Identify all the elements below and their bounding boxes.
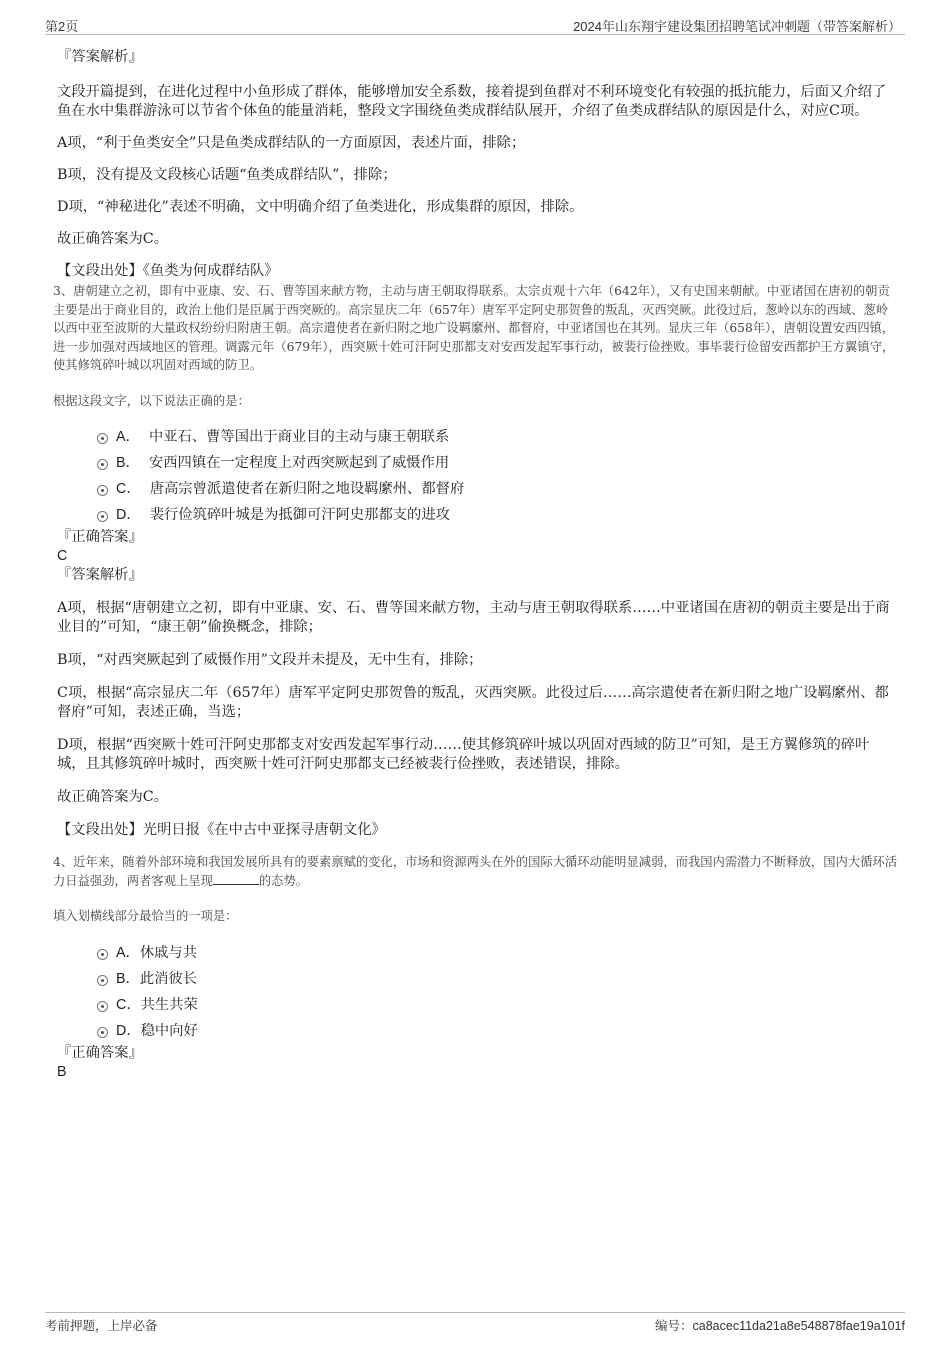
q3-analysis-paragraph: C项，根据“高宗显庆二年（657年）唐军平定阿史那贺鲁的叛乱，灭西突厥。此役过后……高宗遣使者在新归附之地广设羁縻州、都督府”可知，表述正确，当选； [57, 685, 889, 720]
radio-icon[interactable] [97, 511, 108, 522]
q2-analysis-paragraph: D项，“神秘进化”表述不明确，文中明确介绍了鱼类进化，形成集群的原因，排除。 [57, 199, 584, 215]
q4-answer: B [57, 1063, 67, 1080]
q2-analysis-paragraph: 文段开篇提到，在进化过程中小鱼形成了群体，能够增加安全系数，接着提到鱼群对不利环境变化有较强的抵抗能力，后面又介绍了鱼在水中集群游泳可以节省个体鱼的能量消耗，整段文字围绕鱼类成群结队展开，介绍了鱼类成群结队的原因是什么，对应C项。 [57, 84, 887, 119]
q3-analysis-paragraph: A项，根据“唐朝建立之初，即有中亚康、安、石、曹等国来献方物，主动与唐王朝取得联系……中亚诸国在唐初的朝贡主要是出于商业目的”可知，“康王朝”偷换概念，排除； [57, 600, 890, 635]
q3-prompt: 根据这段文字，以下说法正确的是： [53, 393, 250, 408]
q2-analysis-paragraph: A项，“利于鱼类安全”只是鱼类成群结队的一方面原因，表述片面，排除； [57, 135, 526, 151]
radio-icon[interactable] [97, 433, 108, 444]
q3-options [57, 424, 897, 528]
radio-icon[interactable] [97, 1001, 108, 1012]
q4-option-b[interactable]: B．此消彼长 [57, 966, 897, 992]
q4-option-c[interactable]: C．共生共荣 [57, 992, 897, 1018]
fill-blank [213, 874, 259, 885]
radio-icon[interactable] [97, 975, 108, 986]
radio-icon[interactable] [97, 485, 108, 496]
q3-analysis-paragraph: D项，根据“西突厥十姓可汗阿史那都支对安西发起军事行动……使其修筑碎叶城以巩固对西域的防卫”可知，是王方翼修筑的碎叶城，且其修筑碎叶城时，西突厥十姓可汗阿史那都支已经被裴行俭挫败，表述错误，排除。 [57, 737, 870, 772]
radio-icon[interactable] [97, 459, 108, 470]
q4-option-d[interactable]: D．稳中向好 [57, 1018, 897, 1044]
q3-source: 【文段出处】光明日报《在中古中亚探寻唐朝文化》 [57, 822, 386, 838]
q3-conclusion: 故正确答案为C。 [57, 789, 169, 805]
q3-option-a[interactable]: A． 中亚石、曹等国出于商业目的主动与康王朝联系 [57, 424, 897, 450]
q2-conclusion: 故正确答案为C。 [57, 231, 169, 247]
q3-option-b[interactable]: B． 安西四镇在一定程度上对西突厥起到了威慑作用 [57, 450, 897, 476]
q4-answer-label: 『正确答案』 [57, 1044, 143, 1061]
radio-icon[interactable] [97, 1027, 108, 1038]
q3-answer-label: 『正确答案』 [57, 529, 143, 545]
page-content [53, 44, 898, 1082]
q2-analysis-label: 『答案解析』 [57, 49, 143, 65]
q3-option-c[interactable]: C． 唐高宗曾派遣使者在新归附之地设羁縻州、都督府 [57, 476, 897, 502]
q2-source: 【文段出处】《鱼类为何成群结队》 [57, 263, 279, 279]
footer-slogan: 考前押题，上岸必备 [45, 1318, 158, 1333]
page-footer [45, 1312, 905, 1339]
page-number: 第2页 [45, 19, 79, 34]
q4-option-a[interactable]: A．休戚与共 [57, 940, 897, 966]
q3-analysis-label: 『答案解析』 [57, 567, 143, 583]
q4-options [57, 940, 897, 1044]
q3-analysis-paragraph: B项，“对西突厥起到了威慑作用”文段并未提及，无中生有，排除； [57, 652, 483, 668]
radio-icon[interactable] [97, 949, 108, 960]
q3-passage: 3、唐朝建立之初，即有中亚康、安、石、曹等国来献方物，主动与唐王朝取得联系。太宗贞观十六年（642年），又有史国来朝献。中亚诸国在唐初的朝贡主要是出于商业目的，政治上他们是臣属于西突厥的。高宗显庆二年（657年）唐军平定阿史那贺鲁的叛乱，灭西突厥。此役过后，葱岭以东的西域、葱岭以西中亚至波斯的大量政权纷纷归附唐王朝。高宗遣使者在新归附之地广设羁縻州、都督府，中亚诸国也在其列。显庆三年（658年），唐朝设置安西四镇，进一步加强对西域地区的管理。调露元年（679年），西突厥十姓可汗阿史那都支对安西发起军事行动，被裴行俭挫败。事毕裴行俭留安西都护王方翼镇守，使其修筑碎叶城以巩固对西域的防卫。 [53, 284, 895, 372]
q4-prompt: 填入划横线部分最恰当的一项是： [53, 909, 238, 923]
document-title: 2024年山东翔宇建设集团招聘笔试冲刺题（带答案解析） [573, 19, 901, 34]
q2-analysis-paragraph: B项，没有提及文段核心话题“鱼类成群结队”，排除； [57, 167, 397, 183]
q3-answer: C [57, 548, 68, 564]
document-code: 编号：ca8acec11da21a8e548878fae19a101f [655, 1319, 905, 1333]
q3-option-d[interactable]: D． 裴行俭筑碎叶城是为抵御可汗阿史那都支的进攻 [57, 502, 897, 528]
q4-passage: 4、近年来，随着外部环境和我国发展所具有的要素禀赋的变化，市场和资源两头在外的国际大循环动能明显减弱，而我国内需潜力不断释放，国内大循环活力日益强劲，两者客观上呈现 的态势。 [53, 855, 898, 888]
page-header [45, 14, 905, 35]
